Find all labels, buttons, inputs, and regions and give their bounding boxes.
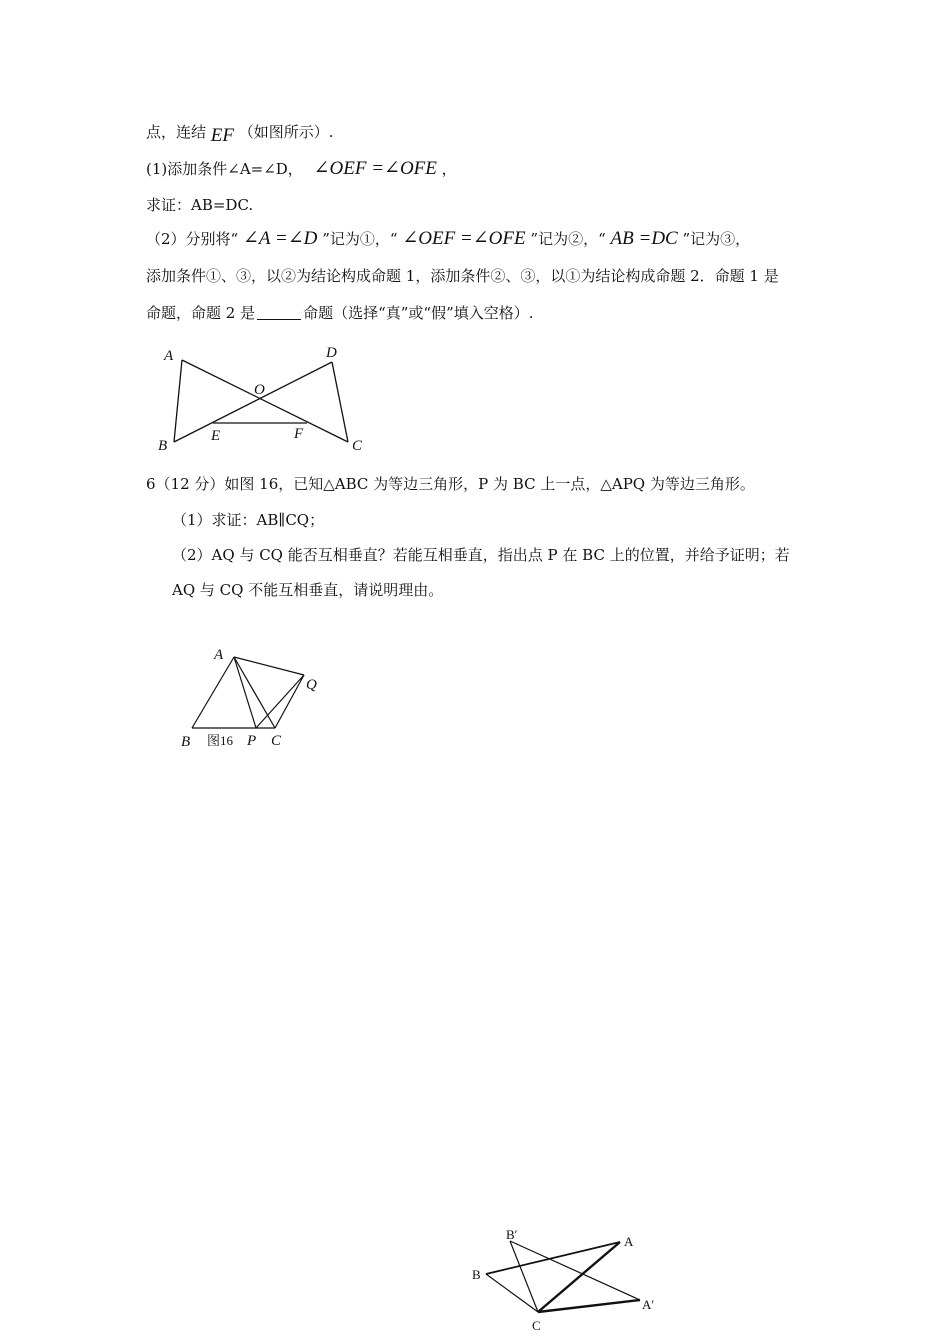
label-f: F	[294, 426, 304, 442]
text-segment: 记为③，	[690, 230, 751, 248]
math-angle-a-d: ∠A =∠D	[243, 228, 318, 249]
figure-bowtie	[150, 342, 390, 462]
text-line-6	[146, 303, 534, 323]
answer-blank	[257, 305, 301, 320]
label-q: Q	[306, 677, 317, 693]
question-6-title: 6（12 分）如图 16，已知△ABC 为等边三角形，P 为 BC 上一点，△APQ 为等边三角形。	[146, 475, 755, 493]
quote-close: ”	[322, 230, 330, 248]
label-a: A	[214, 647, 224, 663]
quote-open: “	[230, 230, 239, 248]
quote-close: ”	[682, 230, 691, 248]
text-line-5: 添加条件①、③，以②为结论构成命题 1，添加条件②、③，以①为结论构成命题 2．命题 1 是	[146, 267, 779, 285]
text-segment: （2）分别将	[146, 230, 231, 248]
text-segment: 记为②，	[538, 230, 599, 248]
text-line-4	[146, 229, 750, 249]
text-segment: （如图所示）.	[238, 123, 334, 141]
label-c: C	[532, 1318, 541, 1333]
text-segment: 点，连结	[146, 123, 207, 141]
label-c: C	[271, 733, 282, 749]
label-o: O	[254, 382, 265, 398]
label-c: C	[352, 438, 363, 454]
text-line-1	[146, 122, 334, 146]
math-ab-dc: AB =DC	[610, 228, 678, 249]
figure-rotation	[468, 1226, 668, 1341]
math-angle-oef-ofe: ∠OEF =∠OFE	[313, 158, 437, 179]
math-angle-oef-ofe: ∠OEF =∠OFE	[402, 228, 526, 249]
quote-close: ”	[530, 230, 539, 248]
label-b: B	[158, 438, 168, 454]
figure-16	[178, 642, 338, 752]
text-segment: 命题（选择“真”或“假”填入空格）.	[303, 304, 534, 322]
text-segment: 记为①，	[329, 230, 390, 248]
text-line-3: 求证：AB=DC.	[146, 196, 254, 214]
label-b-prime: B′	[506, 1227, 518, 1242]
math-ef: EF	[210, 125, 235, 146]
text-segment: ，	[441, 160, 457, 178]
text-segment: 命题，命题 2 是	[146, 304, 256, 322]
label-b: B	[472, 1267, 481, 1282]
text-segment: (1)添加条件∠A=∠D，	[146, 160, 303, 178]
label-a: A	[164, 348, 174, 364]
question-6-part-1: （1）求证：AB∥CQ；	[172, 511, 325, 529]
question-6-part-2-line-1: （2）AQ 与 CQ 能否互相垂直？若能互相垂直，指出点 P 在 BC 上的位置，并给予证明；若	[172, 546, 790, 564]
label-b: B	[181, 734, 191, 750]
label-a-prime: A′	[642, 1297, 655, 1312]
figure-caption: 图16	[207, 733, 234, 748]
text-line-2	[146, 159, 457, 179]
quote-open: “	[598, 230, 606, 248]
question-6-part-2-line-2: AQ 与 CQ 不能互相垂直，请说明理由。	[172, 581, 444, 599]
quote-open: “	[389, 230, 398, 248]
label-p: P	[247, 733, 257, 749]
label-e: E	[211, 428, 221, 444]
label-d: D	[326, 345, 337, 361]
label-a: A	[624, 1234, 634, 1249]
